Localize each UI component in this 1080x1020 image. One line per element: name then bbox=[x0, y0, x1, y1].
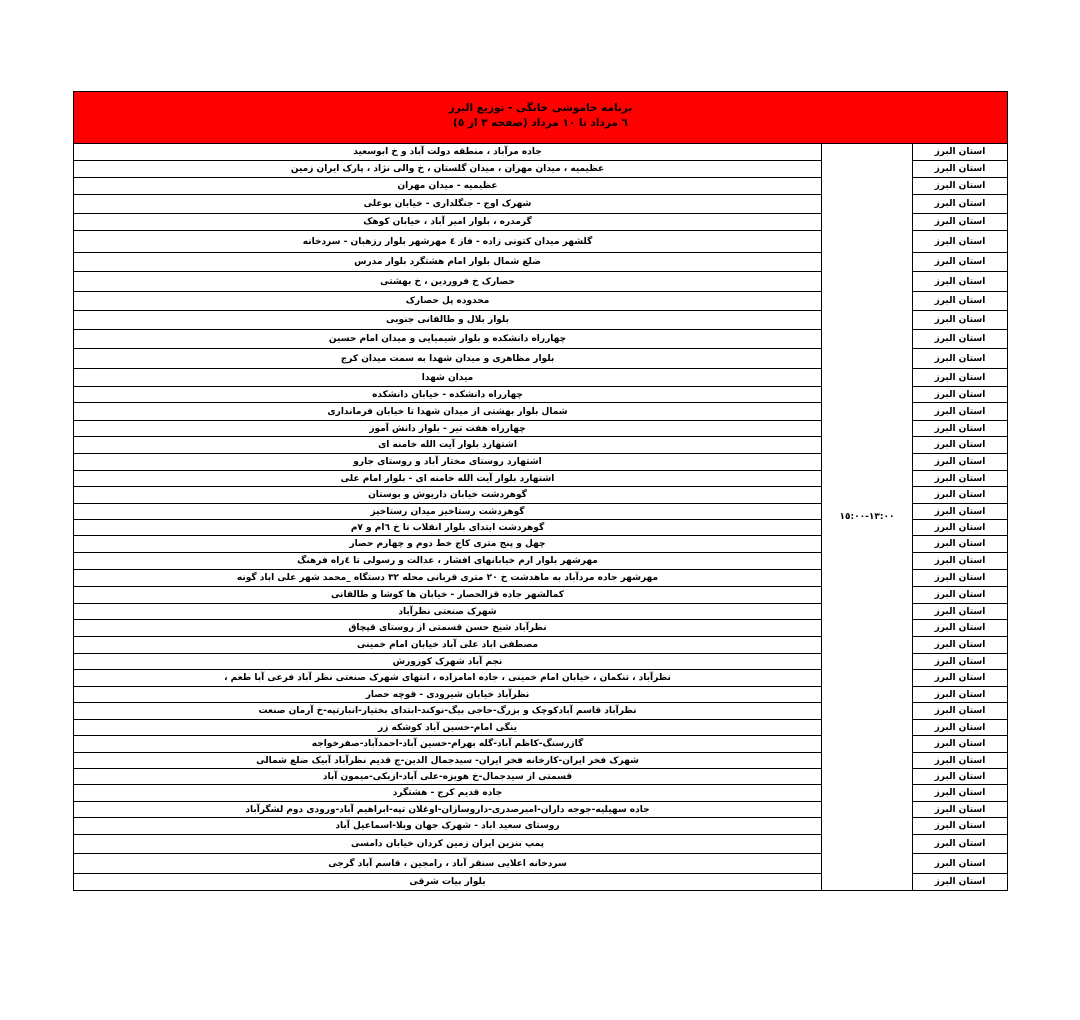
province-cell: استان البرز bbox=[913, 818, 1008, 835]
area-cell: جاده مرآباد ، منطقه دولت آباد و خ ابوسعید bbox=[74, 144, 822, 161]
area-cell: مهرشهر بلوار ارم خیابانهای افشار ، عدالت و رسولی تا ٤راه فرهنگ bbox=[74, 553, 822, 570]
area-cell: گوهردشت خیابان داریوش و بوستان bbox=[74, 487, 822, 504]
province-cell: استان البرز bbox=[913, 387, 1008, 403]
province-cell: استان البرز bbox=[913, 504, 1008, 520]
province-cell: استان البرز bbox=[913, 454, 1008, 471]
area-cell: چهارراه دانشکده و بلوار شیمیایی و میدان امام حسین bbox=[74, 330, 822, 349]
area-cell: گوهردشت رستاخیز میدان رستاخیز bbox=[74, 504, 822, 520]
province-cell: استان البرز bbox=[913, 687, 1008, 703]
province-cell: استان البرز bbox=[913, 587, 1008, 604]
province-cell: استان البرز bbox=[913, 369, 1008, 387]
area-cell: شمال بلوار بهشتی از میدان شهدا تا خیابان فرمانداری bbox=[74, 403, 822, 421]
province-cell: استان البرز bbox=[913, 144, 1008, 161]
schedule-header bbox=[73, 91, 1008, 144]
area-cell: نظرآباد خیابان شیرودی - قوچه حصار bbox=[74, 687, 822, 703]
schedule-sheet bbox=[73, 91, 1008, 891]
area-cell: مهرشهر جاده مردآباد به ماهدشت خ ٢٠ متری قربانی محله ٣٢ دستگاه _محمد شهر علی اباد گونه bbox=[74, 570, 822, 587]
province-cell: استان البرز bbox=[913, 753, 1008, 769]
province-cell: استان البرز bbox=[913, 421, 1008, 437]
area-cell: عظیمیه - میدان مهران bbox=[74, 178, 822, 195]
province-cell: استان البرز bbox=[913, 349, 1008, 369]
area-cell: جاده سهیلیه-جوجه داران-امیرصدری-داروسازان-اوغلان تپه-ابراهیم آباد-ورودی دوم لشگرآباد bbox=[74, 802, 822, 818]
province-cell: استان البرز bbox=[913, 874, 1008, 891]
area-cell: بلوار مظاهری و میدان شهدا به سمت میدان کرج bbox=[74, 349, 822, 369]
area-cell: گازرسنگ-کاظم آباد-گله بهرام-حسین آباد-احمدآباد-صفرخواجه bbox=[74, 736, 822, 753]
area-cell: عظیمیه ، میدان مهران ، میدان گلستان ، خ والی نژاد ، پارک ایران زمین bbox=[74, 161, 822, 178]
province-cell: استان البرز bbox=[913, 403, 1008, 421]
area-cell: چهارراه دانشکده - خیابان دانشکده bbox=[74, 387, 822, 403]
area-cell: نظرآباد قاسم آبادکوچک و بزرگ-حاجی بیگ-نوکند-ابتدای بختیار-انبارتپه-خ آرمان صنعت bbox=[74, 703, 822, 720]
area-cell: نجم آباد شهرک کورورش bbox=[74, 654, 822, 670]
area-cell: گوهردشت ابتدای بلوار انقلاب تا خ ٦ام و ٧م bbox=[74, 520, 822, 536]
province-cell: استان البرز bbox=[913, 604, 1008, 620]
schedule-title: برنامه خاموشی خانگی - توزیع البرز bbox=[448, 102, 633, 114]
area-cell: شهرک فخر ایران-کارخانه فخر ایران- سیدجمال الدین-ج قدیم نظرآباد آبیک ضلع شمالی bbox=[74, 753, 822, 769]
area-cell: نظرآباد شیخ حسن قسمتی از روستای قپچاق bbox=[74, 620, 822, 637]
province-cell: استان البرز bbox=[913, 437, 1008, 454]
outage-table bbox=[73, 143, 1008, 891]
area-cell: بلوار بلال و طالقانی جنوبی bbox=[74, 311, 822, 330]
area-cell: مصطفی اباد علی آباد خیابان امام خمینی bbox=[74, 637, 822, 654]
province-cell: استان البرز bbox=[913, 703, 1008, 720]
time-slot-cell: ١٣:٠٠-١٥:٠٠ bbox=[822, 144, 913, 891]
province-cell: استان البرز bbox=[913, 272, 1008, 292]
province-cell: استان البرز bbox=[913, 570, 1008, 587]
area-cell: کمالشهر جاده قزالحصار - خیابان ها کوشا و طالقانی bbox=[74, 587, 822, 604]
area-cell: گرمدره ، بلوار امیر آباد ، خیابان کوهک bbox=[74, 214, 822, 231]
province-cell: استان البرز bbox=[913, 802, 1008, 818]
province-cell: استان البرز bbox=[913, 553, 1008, 570]
province-cell: استان البرز bbox=[913, 178, 1008, 195]
province-cell: استان البرز bbox=[913, 736, 1008, 753]
area-cell: چهارراه هفت تیر - بلوار دانش آموز bbox=[74, 421, 822, 437]
area-cell: گلشهر میدان کتونی زاده - فاز ٤ مهرشهر بلوار رزهبان - سردخانه bbox=[74, 231, 822, 253]
area-cell: شهرک اوج - جنگلداری - خیابان بوعلی bbox=[74, 195, 822, 214]
area-cell: سردخانه اعلایی سنقر آباد ، رامجین ، قاسم آباد گرجی bbox=[74, 854, 822, 874]
province-cell: استان البرز bbox=[913, 769, 1008, 785]
province-cell: استان البرز bbox=[913, 520, 1008, 536]
province-cell: استان البرز bbox=[913, 231, 1008, 253]
area-cell: بلوار بیات شرقی bbox=[74, 874, 822, 891]
area-cell: ضلع شمال بلوار امام هشتگرد بلوار مدرس bbox=[74, 253, 822, 272]
province-cell: استان البرز bbox=[913, 654, 1008, 670]
area-cell: نظرآباد ، تنکمان ، خیابان امام خمینی ، جاده امامزاده ، انتهای شهرک صنعتی نظر آباد فرعی آبا طعم ، bbox=[74, 670, 822, 687]
area-cell: جاده قدیم کرج - هشتگرد bbox=[74, 785, 822, 802]
area-cell: حصارک خ فروردین ، خ بهشتی bbox=[74, 272, 822, 292]
area-cell: روستای سعید اباد - شهرک جهان ویلا-اسماعیل آباد bbox=[74, 818, 822, 835]
table-row bbox=[74, 144, 1008, 161]
province-cell: استان البرز bbox=[913, 720, 1008, 736]
area-cell: محدوده پل حصارک bbox=[74, 292, 822, 311]
area-cell: ینگی امام-حسین آباد کوشکه زر bbox=[74, 720, 822, 736]
province-cell: استان البرز bbox=[913, 670, 1008, 687]
area-cell: میدان شهدا bbox=[74, 369, 822, 387]
province-cell: استان البرز bbox=[913, 330, 1008, 349]
province-cell: استان البرز bbox=[913, 637, 1008, 654]
province-cell: استان البرز bbox=[913, 536, 1008, 553]
area-cell: قسمتی از سیدجمال-خ هویزه-علی آباد-ازبکی-میمون آباد bbox=[74, 769, 822, 785]
schedule-date-range: ٦ مرداد تا ١٠ مرداد (صفحه ٣ از ٥) bbox=[453, 117, 628, 129]
province-cell: استان البرز bbox=[913, 487, 1008, 504]
area-cell: پمپ بنزین ایران زمین کردان خیابان دامسی bbox=[74, 835, 822, 854]
province-cell: استان البرز bbox=[913, 311, 1008, 330]
province-cell: استان البرز bbox=[913, 785, 1008, 802]
province-cell: استان البرز bbox=[913, 253, 1008, 272]
province-cell: استان البرز bbox=[913, 195, 1008, 214]
area-cell: اشتهارد بلوار آیت الله خامنه ای bbox=[74, 437, 822, 454]
province-cell: استان البرز bbox=[913, 161, 1008, 178]
province-cell: استان البرز bbox=[913, 471, 1008, 487]
area-cell: چهل و پنج متری کاج خط دوم و چهارم حصار bbox=[74, 536, 822, 553]
province-cell: استان البرز bbox=[913, 854, 1008, 874]
province-cell: استان البرز bbox=[913, 214, 1008, 231]
province-cell: استان البرز bbox=[913, 835, 1008, 854]
area-cell: اشتهارد روستای مختار آباد و روستای جارو bbox=[74, 454, 822, 471]
province-cell: استان البرز bbox=[913, 620, 1008, 637]
area-cell: اشتهارد بلوار آیت الله خامنه ای - بلوار امام علی bbox=[74, 471, 822, 487]
area-cell: شهرک صنعتی نظرآباد bbox=[74, 604, 822, 620]
province-cell: استان البرز bbox=[913, 292, 1008, 311]
